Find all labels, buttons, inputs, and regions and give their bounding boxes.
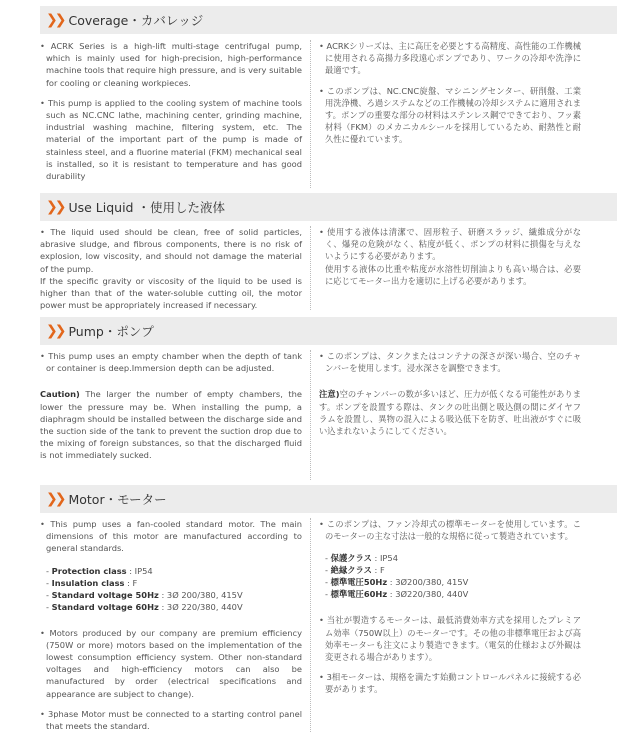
- use-liquid-japanese-column: [319, 226, 581, 295]
- spec-value: : 3Ø 200/380, 415V: [158, 589, 243, 600]
- caution-text: The larger the number of empty chambers, the lower the pressure may be. When installing the pump, a diaphragm should be installed between the discharge side and the suction side of the tank to prevent the suction drop due to the mixing of foreign substances, so that the discharged fluid is not immediately sucked.: [40, 389, 302, 461]
- section-title: Use Liquid ・使用した液体: [68, 200, 225, 215]
- spec-label: Protection class: [51, 565, 127, 576]
- caution-label: 注意): [319, 389, 340, 400]
- column-divider: [310, 350, 311, 480]
- double-chevron-icon: ❯❯: [46, 491, 64, 507]
- double-chevron-icon: ❯❯: [46, 12, 64, 28]
- spec-item: - Protection class : IP54: [46, 565, 153, 576]
- spec-item: - 標準電圧50Hz : 3Ø200/380, 415V: [325, 577, 469, 588]
- paragraph: • ACRKシリーズは、主に高圧を必要とする高精度、高性能の工作機械に使用される高揚力多段遠心ポンプであり、ワークの冷却や洗浄に最適です。: [319, 40, 581, 77]
- paragraph: • このポンプは、タンクまたはコンテナの深さが深い場合、空のチャンバーを使用します。浸水深さを調整できます。: [319, 350, 581, 374]
- coverage-english-column: [40, 40, 302, 190]
- motor-japanese-column: [319, 518, 581, 704]
- paragraph: • 当社が製造するモーターは、最低消費効率方式を採用したプレミアム効率（750W以上）のモーターです。その他の非標準電圧および高効率モーターも注文により製造できます。（電気的仕様および外観は変更される場合があります）。: [319, 614, 581, 663]
- spec-item: - Standard voltage 50Hz : 3Ø 200/380, 415V: [46, 589, 243, 600]
- caution-paragraph: [40, 388, 302, 461]
- spec-item: - Insulation class : F: [46, 577, 138, 588]
- spec-label: 標準電圧50Hz: [330, 577, 388, 588]
- spec-value: : IP54: [126, 565, 153, 576]
- spec-item: - Standard voltage 60Hz : 3Ø 220/380, 440V: [46, 601, 243, 612]
- spec-label: Standard voltage 50Hz: [51, 589, 159, 600]
- column-divider: [310, 226, 311, 310]
- column-divider: [310, 40, 311, 188]
- pump-japanese-column: [319, 350, 581, 445]
- caution-label: Caution): [40, 389, 80, 400]
- column-divider: [310, 518, 311, 732]
- paragraph: • 3相モーターは、規格を満たす始動コントロールパネルに接続する必要があります。: [319, 671, 581, 695]
- spec-value: : 3Ø200/380, 415V: [387, 577, 469, 588]
- spec-value: : F: [371, 565, 385, 576]
- section-header-coverage: [40, 6, 617, 34]
- spec-item: - 絶縁クラス : F: [325, 565, 385, 576]
- motor-english-column: [40, 518, 302, 740]
- spec-label: 標準電圧60Hz: [330, 589, 388, 600]
- spec-value: : IP54: [371, 553, 398, 564]
- paragraph: If the specific gravity or viscosity of the liquid to be used is higher than that of the water-soluble cutting oil, the motor power must be appropriately increased if necessary.: [40, 275, 302, 311]
- spec-value: : 3Ø220/380, 440V: [387, 589, 469, 600]
- spec-value: : 3Ø 220/380, 440V: [158, 601, 243, 612]
- section-title: Coverage・カバレッジ: [68, 13, 204, 28]
- spec-item: - 保護クラス : IP54: [325, 553, 398, 564]
- section-header-pump: [40, 317, 617, 345]
- spec-label: Insulation class: [51, 577, 125, 588]
- paragraph: • このポンプは、NC.CNC旋盤、マシニングセンター、研削盤、工業用洗浄機、ろ過システムなどの工作機械の冷却システムに適用されます。ポンプの重要な部分の材料はステンレス鋼でできており、フッ素材料（FKM）のメカニカルシールを採用しているため、耐熱性と耐久性に優れています。: [319, 85, 581, 146]
- paragraph: • Motors produced by our company are premium efficiency (750W or more) motors based on the implementation of the lowest consumption efficiency system. Other non-standard voltages and high-efficiency motors can also be manufactured by order (electrical specifications and appearance are subject to change).: [40, 627, 302, 700]
- paragraph: • This pump is applied to the cooling system of machine tools such as NC.CNC lathe, machining center, grinding machine, industrial washing machine, filtering system, etc. The material of the important part of the pump is made of stainless steel, and a fluorine material (FKM) mechanical seal is installed, so it is resistant to temperature and has good durability: [40, 97, 302, 182]
- paragraph: 使用する液体の比重や粘度が水溶性切削油よりも高い場合は、必要に応じてモーター出力を適切に上げる必要があります。: [325, 263, 581, 286]
- spec-label: 絶縁クラス: [330, 565, 372, 576]
- double-chevron-icon: ❯❯: [46, 199, 64, 215]
- motor-spec-list: [46, 565, 302, 613]
- paragraph: • 3phase Motor must be connected to a starting control panel that meets the standard.: [40, 708, 302, 732]
- paragraph: • This pump uses an empty chamber when the depth of tank or container is deep.Immersion depth can be adjusted.: [40, 350, 302, 374]
- spec-label: Standard voltage 60Hz: [51, 601, 159, 612]
- paragraph: • このポンプは、ファン冷却式の標準モーターを使用しています。このモーターの主な寸法は一般的な規格に従って製造されています。: [319, 518, 581, 542]
- paragraph: • This pump uses a fan-cooled standard motor. The main dimensions of this motor are manufactured according to general standards.: [40, 518, 302, 555]
- section-header-use-liquid: [40, 193, 617, 221]
- double-chevron-icon: ❯❯: [46, 323, 64, 339]
- paragraph: • The liquid used should be clean, free of solid particles, abrasive sludge, and fibrous components, there is no risk of explosion, low viscosity, and should not damage the material of the pump.: [40, 226, 302, 275]
- motor-spec-list: [325, 552, 581, 600]
- paragraph: • ACRK Series is a high-lift multi-stage centrifugal pump, which is mainly used for high-precision, high-performance machine tools that require high pressure, and is very suitable for cooling or cleaning workpieces.: [40, 40, 302, 89]
- paragraph: • 使用する液体は清潔で、固形粒子、研磨スラッジ、繊維成分がなく、爆発の危険がなく、粘度が低く、ポンプの材料に損傷を与えないようにする必要があります。: [319, 226, 581, 263]
- spec-label: 保護クラス: [330, 553, 372, 564]
- section-title: Pump・ポンプ: [68, 324, 154, 339]
- caution-paragraph: [319, 388, 581, 437]
- spec-item: - 標準電圧60Hz : 3Ø220/380, 440V: [325, 589, 469, 600]
- pump-english-column: [40, 350, 302, 470]
- section-title: Motor・モーター: [68, 492, 167, 507]
- coverage-japanese-column: [319, 40, 581, 154]
- section-header-motor: [40, 485, 617, 513]
- caution-text: 空のチャンバーの数が多いほど、圧力が低くなる可能性があります。ポンプを設置する際は、タンクの吐出側と吸込側の間にダイヤフラムを設置し、異物の混入による吸込低下を防ぎ、吐出液がすぐに吸い込まれないようにしてください。: [319, 389, 581, 437]
- use-liquid-english-column: [40, 226, 302, 319]
- spec-value: : F: [124, 577, 138, 588]
